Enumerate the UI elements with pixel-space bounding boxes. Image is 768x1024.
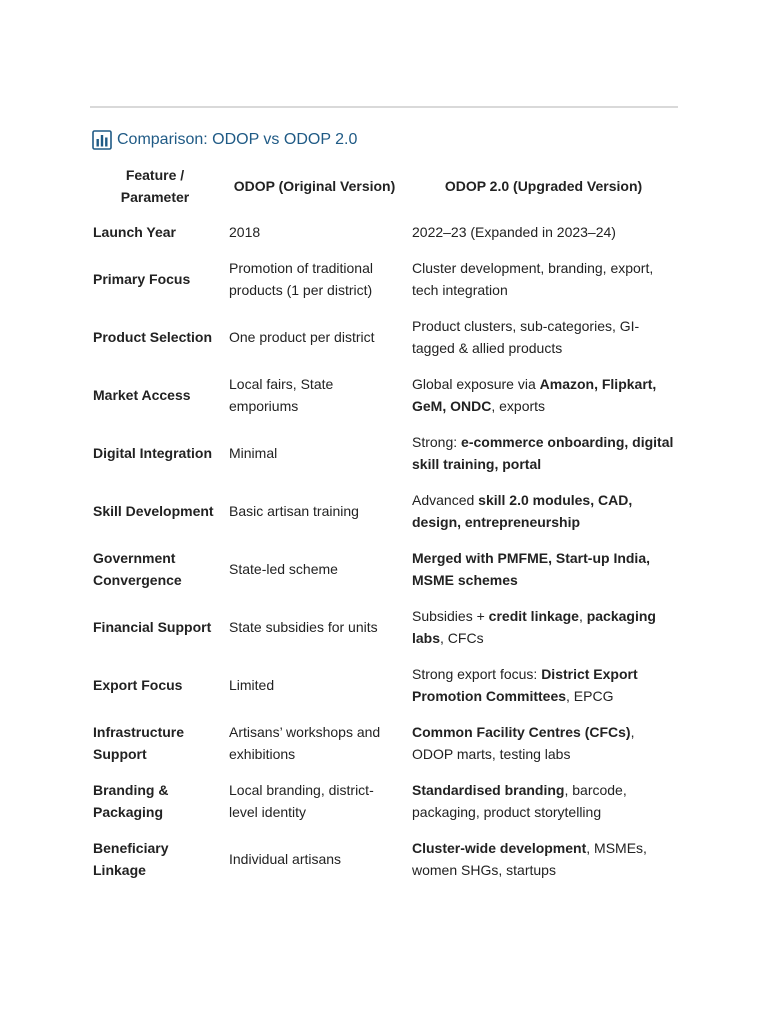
original-cell: One product per district — [229, 329, 375, 345]
column-header-feature: Feature / Parameter — [120, 167, 190, 205]
upgraded-cell — [406, 366, 681, 424]
upgraded-cell — [406, 830, 681, 888]
feature-cell: Primary Focus — [93, 271, 191, 287]
upgraded-cell — [406, 250, 681, 308]
original-cell: Promotion of traditional products (1 per district) — [229, 260, 373, 298]
table-row — [87, 540, 681, 598]
feature-cell: Digital Integration — [93, 445, 212, 461]
bold-text-segment: Standardised branding — [412, 782, 565, 798]
table-row — [87, 214, 681, 250]
text-segment: , barcode, packaging, product storytelling — [412, 782, 627, 820]
upgraded-cell — [406, 714, 681, 772]
text-segment: , ODOP marts, testing labs — [412, 724, 635, 762]
bold-text-segment: Cluster-wide development — [412, 840, 587, 856]
text-segment: Subsidies + — [412, 608, 489, 624]
table-header-row — [87, 158, 681, 214]
bold-text-segment: Common Facility Centres (CFCs) — [412, 724, 631, 740]
feature-cell: Financial Support — [93, 619, 212, 635]
upgraded-cell — [406, 424, 681, 482]
table-row — [87, 598, 681, 656]
text-segment: , CFCs — [440, 630, 484, 646]
bold-text-segment: Amazon, Flipkart, GeM, ONDC — [412, 376, 657, 414]
upgraded-cell — [406, 214, 681, 250]
upgraded-cell — [406, 598, 681, 656]
upgraded-cell — [406, 308, 681, 366]
original-cell: Basic artisan training — [229, 503, 359, 519]
table-row — [87, 656, 681, 714]
feature-cell: Product Selection — [93, 329, 213, 345]
bold-text-segment: Merged with PMFME, Start-up India, MSME schemes — [412, 550, 650, 588]
text-segment: 2022–23 (Expanded in 2023–24) — [412, 224, 616, 240]
bold-text-segment: credit linkage — [488, 608, 579, 624]
feature-cell: Market Access — [93, 387, 191, 403]
table-row — [87, 250, 681, 308]
feature-cell: Skill Development — [93, 503, 214, 519]
comparison-table — [87, 158, 681, 888]
text-segment: Strong: — [412, 434, 462, 450]
upgraded-cell — [406, 540, 681, 598]
text-segment: , EPCG — [566, 688, 614, 704]
feature-cell: Infrastructure Support — [93, 724, 185, 762]
original-cell: Local fairs, State emporiums — [229, 376, 334, 414]
text-segment: , exports — [491, 398, 546, 414]
original-cell: Artisans’ workshops and exhibitions — [229, 724, 381, 762]
original-cell: Individual artisans — [229, 851, 342, 867]
section-divider — [90, 106, 678, 108]
text-segment: Product clusters, sub-categories, GI-tagged & allied products — [412, 318, 640, 356]
original-cell: 2018 — [229, 224, 261, 240]
text-segment: Cluster development, branding, export, tech integration — [412, 260, 654, 298]
table-row — [87, 772, 681, 830]
original-cell: State subsidies for units — [229, 619, 378, 635]
column-header-upgraded: ODOP 2.0 (Upgraded Version) — [444, 178, 643, 194]
table-row — [87, 830, 681, 888]
bold-text-segment: packaging labs — [412, 608, 656, 646]
bold-text-segment: District Export Promotion Committees — [412, 666, 638, 704]
feature-cell: Government Convergence — [93, 550, 182, 588]
upgraded-cell — [406, 656, 681, 714]
table-row — [87, 482, 681, 540]
original-cell: Local branding, district-level identity — [229, 782, 374, 820]
table-row — [87, 424, 681, 482]
text-segment: , MSMEs, women SHGs, startups — [412, 840, 647, 878]
upgraded-cell — [406, 482, 681, 540]
section-heading — [92, 130, 357, 150]
text-segment: Strong export focus: — [412, 666, 542, 682]
table-body — [87, 214, 681, 888]
section-title: Comparison: ODOP vs ODOP 2.0 — [117, 131, 358, 148]
upgraded-cell — [406, 772, 681, 830]
original-cell: Limited — [229, 677, 275, 693]
table-row — [87, 366, 681, 424]
feature-cell: Launch Year — [93, 224, 177, 240]
table-row — [87, 714, 681, 772]
original-cell: State-led scheme — [229, 561, 338, 577]
feature-cell: Branding & Packaging — [93, 782, 169, 820]
table-row — [87, 308, 681, 366]
bold-text-segment: e-commerce onboarding, digital skill training, portal — [412, 434, 674, 472]
original-cell: Minimal — [229, 445, 278, 461]
feature-cell: Export Focus — [93, 677, 183, 693]
bar-chart-icon — [92, 130, 112, 150]
bold-text-segment: skill 2.0 modules, CAD, design, entrepreneurship — [412, 492, 633, 530]
text-segment: Advanced — [412, 492, 479, 508]
text-segment: Global exposure via — [412, 376, 540, 392]
text-segment: , — [578, 608, 587, 624]
feature-cell: Beneficiary Linkage — [93, 840, 169, 878]
column-header-original: ODOP (Original Version) — [233, 178, 396, 194]
